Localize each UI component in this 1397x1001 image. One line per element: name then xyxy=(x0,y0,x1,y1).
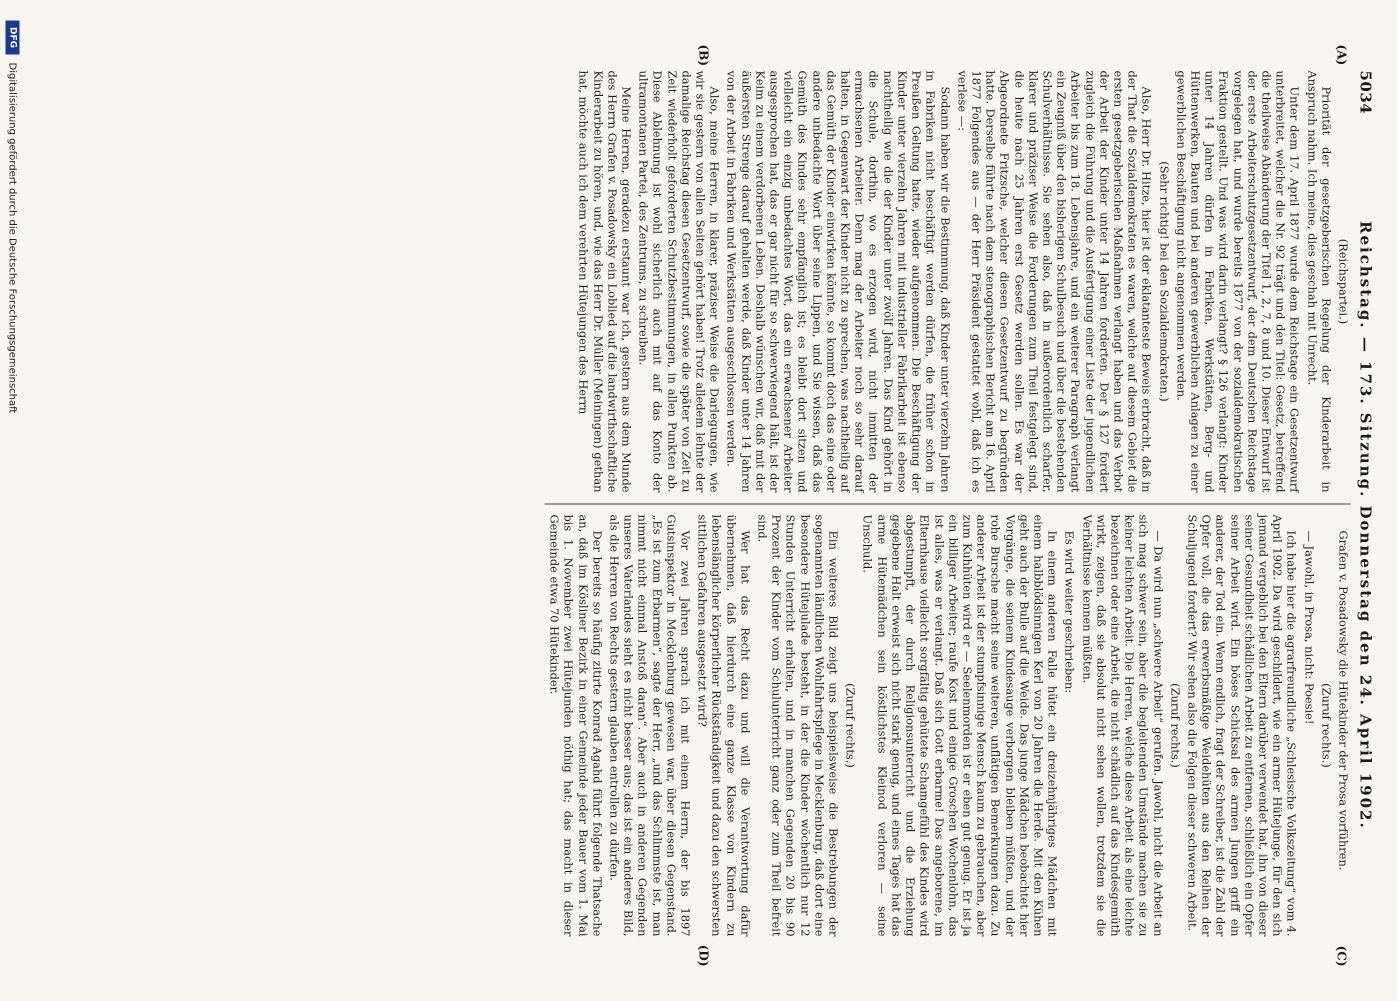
page-header xyxy=(1357,71,1375,937)
paragraph: Ein weiteres Bild zeigt uns beispielsweise die Bestrebungen der sogenannten ländlichen Wohlfahrtspflege in Mecklenburg, daß dort eine besondere Hütejulade besteht, in der die Kinder wöchentlich nur 12 Stunden Unterricht erhalten, und in manchen Gegenden 20 bis 90 Prozent der Kinder vom Schulunterricht ganz oder zum Theil befreit sind. xyxy=(755,514,841,937)
paragraph: (Sehr richtig! bei den Sozialdemokraten.) xyxy=(1157,161,1172,402)
paragraph: — Jawohl, in Prosa, nicht: Poesie! xyxy=(1302,530,1317,725)
page-title: Reichstag. — 173. Sitzung. Donnerstag den 24. April 1902. xyxy=(1356,221,1375,830)
dfg-logo: DFG xyxy=(6,21,20,55)
paragraph: (Zuruf rechts.) xyxy=(1319,683,1334,768)
left-column xyxy=(545,71,1351,493)
paragraph: Grafen v. Posadowsky die Hütekinder der Prosa vorführen. xyxy=(1336,530,1351,871)
margin-marker-c: (C) xyxy=(1334,945,1349,967)
margin-marker-a: (A) xyxy=(1334,44,1349,66)
paragraph: Wer hat das Recht dazu und will die Verantwortung dafür übernehmen, daß hierdurch eine ganze Klasse von Kindern zu lebenslänglicher körperlicher Rückständigkeit und dazu den schwersten sittlichen Gefahren ausgesetzt wird? xyxy=(695,514,753,937)
right-column xyxy=(545,515,1351,937)
page-footer xyxy=(6,21,20,981)
footer-credit: Digitalisierung gefördert durch die Deutsche Forschungsgemeinschaft xyxy=(7,62,18,414)
paragraph: Sodann haben wir die Bestimmung, daß Kinder unter vierzehn Jahren in Fabriken nicht beschäftigt werden dürfen, die früher schon in Preußen Geltung hatte, wieder aufgenommen. Die Beschäftigung der Kinder unter vierzehn Jahren mit industrieller Fabrikarbeit ist ebenso nachtheilig wie die der Kinder unter zwölf Jahren. Das Kind gehört in die Schule, dorthin, wo es erzogen wird, nicht inmitten der ermachsenen Arbeiter. Denn mag der Arbeiter noch so sehr darauf halten, in Gegenwart der Kinder nicht zu sprechen, was nachtheilig auf das Gemüth der Kinder einwirken könnte, so kommt doch das eine oder andere unbedachte Wort über seine Lippen, und Sie wissen, daß das Gemüth des Kindes sehr empfänglich ist; es bleibt dort sitzen und vielleicht ein einzig unbedachtes Wort, das ein erwachsener Arbeiter ausgesprochen hat, das er gar nicht für so schwerwiegend hält, ist der Keim zu einem verdorbenen Leben. Deshalb wünschen wir, daß mit der äußersten Strenge darauf gehalten werde, daß Kinder unter 14 Jahren von der Arbeit in Fabriken und Werkstätten ausgeschlossen werden. xyxy=(724,70,953,493)
paragraph: (Zuruf rechts.) xyxy=(1168,683,1183,768)
paragraph: Vor zwei Jahren sprach ich mit einem Herrn, der bis 1897 Gutsinspektor in Mecklenburg gewesen war, über diesen Gegenstand. „Es ist zum Erbarmen“, sagte der Herr, „und das Schlimmste ist, man nimmt nicht einmal Anstoß daran“. Aber auch in anderen Gegenden unseres Vaterlandes sieht es nicht besser aus; das ist ein anderes Bild, als die Herren von Rechts gestern glauben entrollen zu dürfen. xyxy=(607,514,693,937)
column-divider xyxy=(545,504,1351,505)
margin-marker-b: (B) xyxy=(696,44,711,66)
paragraph: Der bereits so häufig zitirte Konrad Agahd führt folgende Thatsache an, daß im Kösliner Bezirk in einer Gemeinde jeder Bauer vom 1. Mai bis 1. November zwei Hütejunden nöthig hat; das macht in dieser Gemeinde etwa 70 Hütekinder. xyxy=(547,514,605,937)
paragraph: (Reichspartei.) xyxy=(1336,238,1351,325)
paragraph: Unter dem 17. April 1877 wurde dem Reichstage ein Gesetzentwurf unterbreitet, welcher die Nr. 92 trägt und den Titel: Gesetz, betreffend die theilweise Abänderung der Titel 1, 2, 7, 8 und 10. Dieser Entwurf ist der erste Arbeiterschutzgesetzentwurf, der dem Deutschen Reichstage vorgelegen hat, und wurde bereits 1877 von der sozialdemokratischen Fraktion gestellt. Und was wird darin verlangt? § 126 verlangt: Kinder unter 14 Jahren dürfen in Fabriken, Werkstätten, Berg- und Hüttenwerken, Bauten und bei anderen gewerblichen Anlagen zu einer gewerblichen Beschäftigung nicht angenommen werden. xyxy=(1174,70,1302,493)
paragraph: Ich habe hier die agrarfreundliche „Schlesische Volkszeitung“ vom 4. April 1902. Da wird geschildert, wie ein armer Hütejunge, für den sich jemand vergeblich bei den Eltern darüber verwendet hat, ihn von dieser seiner Gesundheit schädlichen Arbeit zu entfernen, schließlich ein Opfer seiner Arbeit wird. Ein böses Schicksal des armen Jungen griff ein anderer, der Tod ein. Wenn endlich, fragt der Schreiber, ist die Zahl der Opfer voll, die das erwerbsmäßige Weidehüten aus den Reihen der Schuljugend fordert? Wir sehen also die Folgen dieser schweren Arbeit. xyxy=(1185,514,1299,937)
paragraph: Also, meine Herren, in klarer, präziser Weise die Darlegungen, wie wir sie gestern von allen Seiten gehört haben! Trotz alledem lehnte der damalige Reichstag diesen Gesetzentwurf, sowie die später von Zeit zu Zeit wiederholt geforderten Schutzbestimmungen, in allen Punkten ab. Diese Ablehnung ist wohl sicherlich auch mit auf das Konto der ultramontanen Partei, des Zentrums, zu schreiben. xyxy=(636,70,722,493)
paragraph: Es wird weiter geschrieben: xyxy=(1062,530,1077,694)
rotated-page xyxy=(0,1,1397,1001)
paragraph: Also, Herr Dr. Hitze, hier ist der eklatanteste Beweis erbracht, daß in der That die Sozialdemokraten es waren, welche auf diesem Gebiet die ersten gesetzgeberischen Maßnahmen verlangt haben und das Verbot der Arbeit der Kinder unter 14 Jahren forderten. Der § 127 fordert zugleich die Führung und die Ausfertigung einer Liste der jugendlichen Arbeiter bis zum 18. Lebensjahre, und ein weiterer Paragraph verlangt ein Zeugniß über den bisherigen Schulbesuch und über die bestehenden Schulverhältnisse. Sie sehen also, daß in außerordentlich scharfer, klarer und präziser Weise die Forderungen zum Theil festgelegt sind, die heute nach 25 Jahren erst Gesetz werden sollen. Es war der Abgeordnete Fritzsche, welcher diesen Gesetzentwurf zu begründen hatte. Derselbe führte nach dem stenographischen Bericht am 16. April 1877 Folgendes aus — der Herr Präsident gestattet wohl, daß ich es verlese —: xyxy=(955,70,1154,493)
paragraph: Priorität der gesetzgeberischen Regelung der Kinderarbeit in Anspruch nahm. Ich meine, dies geschah mit Unrecht. xyxy=(1305,70,1334,493)
paragraph: In einem anderen Falle hütet ein dreizehnjähriges Mädchen mit einem halbblödsinnigen Kerl von 20 Jahren die Herde. Mit den Kühen geht auch der Bulle auf die Weide. Das junge Mädchen beobachtet hier Vorgänge, die seinem Kindesauge verborgen bleiben müßten, und der rohe Bursche macht seine weiteren, unflätigen Bemerkungen dazu. Zu anderer Arbeit ist der stumpfsinnige Mensch kaum zu gebrauchen, aber zum Kuhhüten wird er — Seelenmorden ist er eben gut genug. Er ist ja ein billiger Arbeiter; raufe Kost und einige Groschen Wochenlohn, das ist alles, was er verlangt. Daß sich Gott erbarme! Das angeborene, im Elternhause vielleicht sorgfältig gehütete Schamgefühl des Kindes wird abgestumpft, der durch Religionsunterricht und die Erziehung gegebene Halt erweist sich nicht stark genug, und eines Tages hat das arme Hütemädchen sein köstlichstes Kleinod verloren — seine Unschuld. xyxy=(861,514,1060,937)
paragraph: — Da wird nun „schwere Arbeit“ gerufen. Jawohl, nicht die Arbeit an sich mag schwer sein, aber die begleitenden Umstände machen sie zu keiner leichten Arbeit. Die Herren, welche diese Arbeit als eine leichte bezeichnen oder eine Arbeit, die nicht schädlich auf das Kindesgemüth wirkt, zeigen, daß sie absolut nicht sehen wollen, trotzdem sie die Verhältnisse kennen müßten. xyxy=(1080,514,1166,937)
paragraph: (Zuruf rechts.) xyxy=(843,683,858,768)
page-number: 5034 xyxy=(1356,70,1375,115)
paragraph: Meine Herren, geradezu erstaunt war ich, gestern aus dem Munde des Herrn Grafen v. Posadowsky ein Loblied auf die landwirthschaftliche Kinderarbeit zu hören, und, wie das Herr Dr. Müller (Meiningen) gethan hat, möchte auch ich dem verehrten Hütejungen des Herrn xyxy=(576,70,634,493)
margin-marker-d: (D) xyxy=(696,944,711,967)
text-columns xyxy=(545,44,1351,967)
